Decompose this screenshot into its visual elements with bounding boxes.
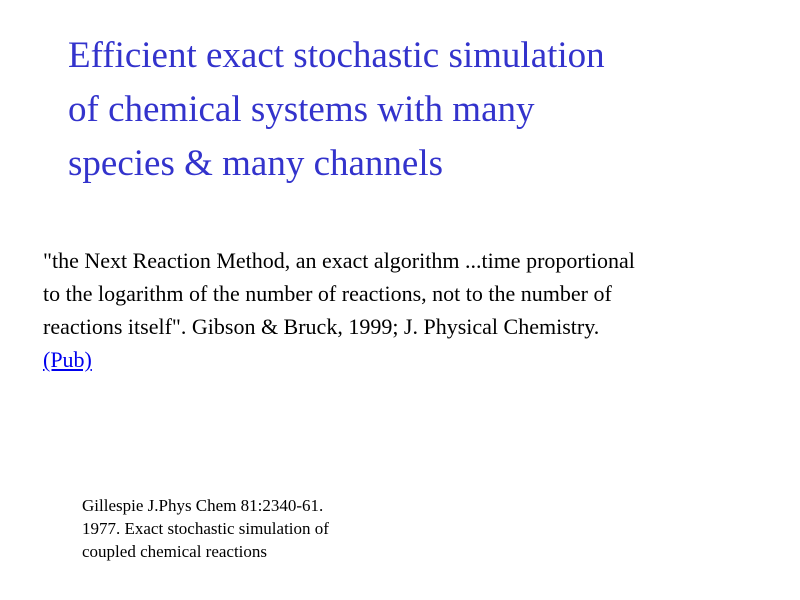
quote-block: [43, 244, 783, 376]
title-line: species & many channels: [68, 143, 444, 184]
title-line: of chemical systems with many: [68, 89, 535, 130]
reference-line: coupled chemical reactions: [82, 542, 268, 561]
reference-line: Gillespie J.Phys Chem 81:2340-61.: [82, 496, 324, 515]
pub-link[interactable]: (Pub): [43, 347, 92, 372]
slide-title: [68, 29, 768, 191]
quote-line: reactions itself". Gibson & Bruck, 1999; J. Physical Chemistry.: [43, 314, 600, 339]
reference-line: 1977. Exact stochastic simulation of: [82, 519, 329, 538]
quote-link-line: [43, 343, 783, 376]
quote-line: "the Next Reaction Method, an exact algorithm ...time proportional: [43, 248, 635, 273]
quote-line: to the logarithm of the number of reactions, not to the number of: [43, 281, 612, 306]
title-line: Efficient exact stochastic simulation: [68, 35, 605, 76]
reference-citation: [82, 494, 482, 563]
